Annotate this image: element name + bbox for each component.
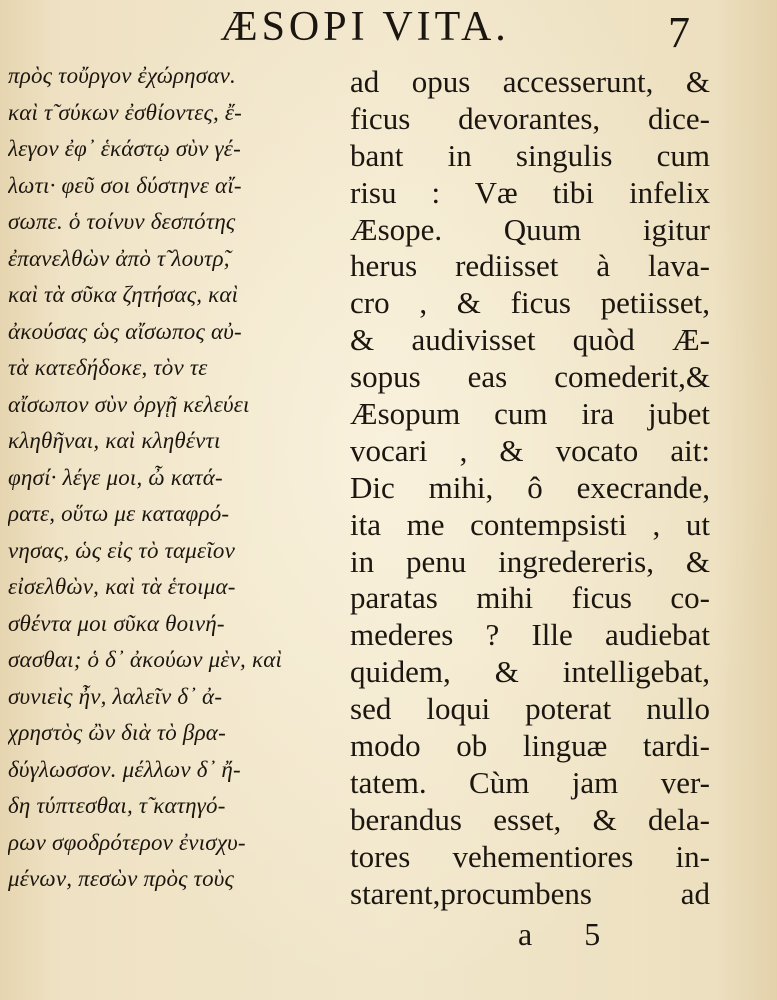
- latin-line: vocari , & vocato ait:: [350, 432, 710, 468]
- greek-line: συνιεὶς ἦν, λαλεῖν δ᾽ ἀ-: [8, 683, 223, 709]
- greek-line: ρων σφοδρότερον ἐνισχυ-: [8, 829, 246, 855]
- latin-line: paratas mihi ficus co-: [350, 580, 710, 616]
- latin-line: berandus esset, & dela-: [350, 801, 710, 837]
- latin-line: ficus devorantes, dice-: [350, 100, 710, 136]
- greek-line: δη τύπτεσθαι, τ̃ κατηγό-: [8, 793, 226, 818]
- greek-line: εἰσελθὼν, καὶ τὰ ἑτοιμα-: [8, 574, 236, 599]
- greek-line: χρηστὸς ὢν διὰ τὸ βρα-: [8, 720, 226, 745]
- running-title: ÆSOPI VITA.: [220, 4, 510, 50]
- greek-line: φησί· λέγε μοι, ὦ κατά-: [8, 464, 223, 490]
- signature-mark: a 5: [518, 916, 623, 952]
- latin-line: & audivisset quòd Æ-: [350, 322, 710, 358]
- latin-line: sopus eas comederit,&: [350, 359, 710, 395]
- greek-line: σασθαι; ὁ δ᾽ ἀκούων μὲν, καὶ: [8, 647, 283, 672]
- greek-line: καὶ τὰ σῦκα ζητήσας, καὶ: [8, 282, 239, 307]
- latin-text-column: [350, 64, 710, 912]
- greek-line: λωτι· φεῦ σοι δύστηνε αἴ-: [8, 172, 242, 198]
- greek-line: τὰ κατεδήδοκε, τὸν τε: [8, 355, 208, 380]
- latin-line: tores vehementiores in-: [350, 838, 710, 874]
- greek-line: ἀκούσας ὡς αἴσωπος αὐ-: [8, 318, 242, 344]
- latin-line: modo ob linguæ tardi-: [350, 728, 710, 764]
- latin-line: Æsope. Quum igitur: [350, 211, 710, 247]
- latin-line: mederes ? Ille audiebat: [350, 617, 710, 653]
- latin-line: Æsopum cum ira jubet: [350, 396, 710, 432]
- latin-line: tatem. Cùm jam ver-: [350, 764, 710, 800]
- greek-line: σωπε. ὁ τοίνυν δεσπότης: [8, 209, 236, 234]
- greek-line: κληθῆναι, καὶ κληθέντι: [8, 428, 221, 453]
- latin-line: sed loqui poterat nullo: [350, 691, 710, 727]
- greek-line: καὶ τ̃ σύκων ἐσθίοντες, ἔ-: [8, 99, 243, 125]
- latin-line: cro , & ficus petiisset,: [350, 285, 710, 321]
- latin-line: starent,procumbens ad: [350, 875, 710, 911]
- latin-line: quidem, & intelligebat,: [350, 654, 710, 690]
- latin-line: in penu ingredereris, &: [350, 543, 710, 579]
- greek-line: λεγον ἐφ᾽ ἑκάστῳ σὺν γέ-: [8, 136, 241, 161]
- page-number: 7: [668, 8, 690, 57]
- latin-line: ita me contempsisti , ut: [350, 506, 710, 542]
- greek-line: πρὸς τοὔργον ἐχώρησαν.: [8, 63, 236, 88]
- latin-line: risu : Væ tibi infelix: [350, 174, 710, 210]
- greek-line: σθέντα μοι σῦκα θοινή-: [8, 610, 225, 636]
- latin-line: bant in singulis cum: [350, 137, 710, 173]
- greek-line: ρατε, οὕτω με καταφρό-: [8, 501, 230, 526]
- greek-line: μένων, πεσὼν πρὸς τοὺς: [8, 866, 235, 891]
- greek-line: ἐπανελθὼν ἀπὸ τ̃ λουτρ̃,: [8, 245, 230, 271]
- latin-line: herus rediisset à lava-: [350, 248, 710, 284]
- latin-line: ad opus accesserunt, &: [350, 64, 710, 99]
- latin-line: Dic mihi, ô execrande,: [350, 469, 710, 505]
- greek-line: αἴσωπον σὺν ὀργῇ κελεύει: [8, 391, 250, 417]
- greek-line: νησας, ὡς εἰς τὸ ταμεῖον: [8, 537, 236, 563]
- greek-text-column: [8, 58, 326, 898]
- greek-line: δύγλωσσον. μέλλων δ᾽ ἤ-: [8, 756, 241, 782]
